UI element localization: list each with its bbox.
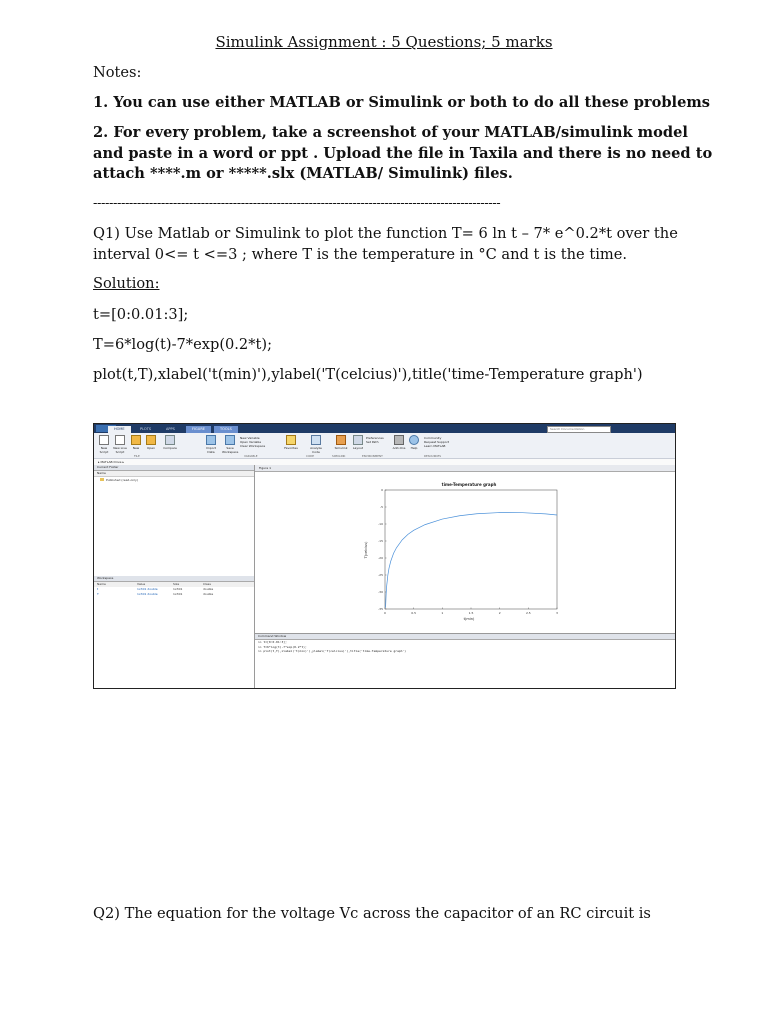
compare-button[interactable]: Compare xyxy=(160,435,180,453)
note-2-line-1: 2. For every problem, take a screenshot of your MATLAB/simulink model xyxy=(93,124,688,141)
x-tick-label: 1 xyxy=(441,611,444,615)
variable-actions[interactable]: New Variable Open Variable Clear Workspace xyxy=(240,436,266,448)
section-file: FILE xyxy=(134,454,140,458)
section-code: CODE xyxy=(306,454,315,458)
simulink-icon xyxy=(336,435,346,445)
y-tick-label: -30 xyxy=(378,590,383,594)
temperature-plot xyxy=(255,472,675,633)
y-tick-label: -35 xyxy=(378,607,383,611)
x-tick-label: 2 xyxy=(498,611,501,615)
toolstrip-ribbon xyxy=(94,433,675,459)
command-window[interactable] xyxy=(255,633,675,689)
tab-plots[interactable]: PLOTS xyxy=(140,427,152,431)
compare-icon xyxy=(165,435,175,445)
simulink-button[interactable]: Simulink xyxy=(334,435,348,453)
tab-tools[interactable]: TOOLS xyxy=(214,426,238,433)
x-tick-label: 2.5 xyxy=(525,611,531,615)
section-environment: ENVIRONMENT xyxy=(362,454,383,458)
new-script-icon xyxy=(99,435,109,445)
q1-line-1: Q1) Use Matlab or Simulink to plot the function T= 6 ln t – 7* e^0.2*t over the xyxy=(93,225,678,242)
matlab-titlebar xyxy=(94,424,675,433)
y-axis-label: T(celcius) xyxy=(364,541,368,559)
plus-icon xyxy=(131,435,141,445)
q2-line-1: Q2) The equation for the voltage Vc across the capacitor of an RC circuit is xyxy=(93,905,651,922)
note-1: 1. You can use either MATLAB or Simulink or both to do all these problems xyxy=(93,94,711,111)
new-button[interactable]: New xyxy=(129,435,143,453)
new-live-script-button[interactable]: New Live Script xyxy=(113,435,127,453)
favorites-button[interactable]: Favorites xyxy=(284,435,298,453)
save-icon xyxy=(225,435,235,445)
y-tick-label: -20 xyxy=(378,556,383,560)
document-title: Simulink Assignment : 5 Questions; 5 marks xyxy=(215,33,553,51)
figure-tab[interactable]: Figure 1 xyxy=(255,465,675,472)
command-line: >> T=6*log(t)-7*exp(0.2*t); xyxy=(258,644,307,649)
code-line-3: plot(t,T),xlabel('t(min)'),ylabel('T(celcius)'),title('time-Temperature graph') xyxy=(93,366,643,383)
help-icon xyxy=(409,435,419,445)
left-panel xyxy=(94,465,255,688)
workspace-panel xyxy=(94,576,254,597)
x-tick-label: 1.5 xyxy=(468,611,474,615)
section-variable: VARIABLE xyxy=(244,454,258,458)
y-tick-label: 0 xyxy=(381,488,383,492)
star-icon xyxy=(286,435,296,445)
current-folder-title: Current Folder xyxy=(94,465,254,471)
tab-home[interactable]: HOME xyxy=(108,426,131,433)
code-line-2: T=6*log(t)-7*exp(0.2*t); xyxy=(93,336,272,353)
layout-button[interactable]: Layout xyxy=(351,435,365,453)
x-tick-label: 3 xyxy=(556,611,558,615)
folder-icon xyxy=(146,435,156,445)
layout-icon xyxy=(353,435,363,445)
y-tick-label: -25 xyxy=(378,573,383,577)
x-tick-label: 0.5 xyxy=(411,611,417,615)
y-tick-label: -5 xyxy=(380,505,383,509)
right-panel xyxy=(255,465,675,688)
y-tick-label: -10 xyxy=(378,522,383,526)
import-data-button[interactable]: Import Data xyxy=(204,435,218,453)
folder-column-name[interactable]: Name xyxy=(94,471,254,477)
workspace-row[interactable]: t 1x301 double 1x301 double xyxy=(97,587,214,591)
import-icon xyxy=(206,435,216,445)
folder-item[interactable]: Published (read-only) xyxy=(94,477,254,483)
notes-label: Notes: xyxy=(93,64,142,81)
q1-line-2: interval 0<= t <=3 ; where T is the temperature in °C and t is the time. xyxy=(93,246,627,263)
workspace-header-row: Name Value Size Class xyxy=(94,582,254,587)
analyze-code-button[interactable]: Analyze Code xyxy=(309,435,323,453)
add-ons-button[interactable]: Add-Ons xyxy=(392,435,406,453)
command-line: >> t=[0:0.01:3]; xyxy=(258,640,287,644)
resources-actions[interactable]: Community Request Support Learn MATLAB xyxy=(424,436,449,448)
new-script-button[interactable]: New Script xyxy=(97,435,111,453)
environment-actions[interactable]: Preferences Set Path xyxy=(366,436,384,444)
note-2-line-2: and paste in a word or ppt . Upload the file in Taxila and there is no need to xyxy=(93,145,713,162)
x-axis-label: t(min) xyxy=(463,617,475,621)
add-ons-icon xyxy=(394,435,404,445)
workspace-row[interactable]: T 1x301 double 1x301 double xyxy=(97,592,214,596)
command-line: >> plot(t,T),xlabel('t(min)'),ylabel('T(celcius)'),title('time-Temperature graph') xyxy=(258,649,407,653)
address-bar[interactable]: ▸ MATLAB Drive ▸ xyxy=(94,459,676,466)
matlab-screenshot xyxy=(93,423,676,689)
section-simulink: SIMULINK xyxy=(332,454,346,458)
new-live-script-icon xyxy=(115,435,125,445)
tab-apps[interactable]: APPS xyxy=(166,427,175,431)
workspace-title: Workspace xyxy=(94,576,254,582)
help-button[interactable]: Help xyxy=(407,435,421,453)
tab-figure[interactable]: FIGURE xyxy=(186,426,211,433)
command-window-title: Command Window xyxy=(255,634,675,640)
note-2-line-3: attach ****.m or *****.slx (MATLAB/ Simulink) files. xyxy=(93,165,513,182)
x-tick-label: 0 xyxy=(384,611,386,615)
plot-area xyxy=(385,490,557,609)
chart-title: time-Temperature graph xyxy=(441,482,497,487)
search-input[interactable]: Search Documentation xyxy=(547,426,611,433)
folder-icon xyxy=(100,478,104,481)
analyze-icon xyxy=(311,435,321,445)
section-resources: RESOURCES xyxy=(424,454,442,458)
solution-label: Solution: xyxy=(93,275,160,292)
save-workspace-button[interactable]: Save Workspace xyxy=(222,435,238,453)
y-tick-label: -15 xyxy=(378,539,383,543)
code-line-1: t=[0:0.01:3]; xyxy=(93,306,189,323)
open-button[interactable]: Open xyxy=(144,435,158,453)
separator-line: ------------------------------------------------------------------------------------------------------ xyxy=(93,196,501,211)
